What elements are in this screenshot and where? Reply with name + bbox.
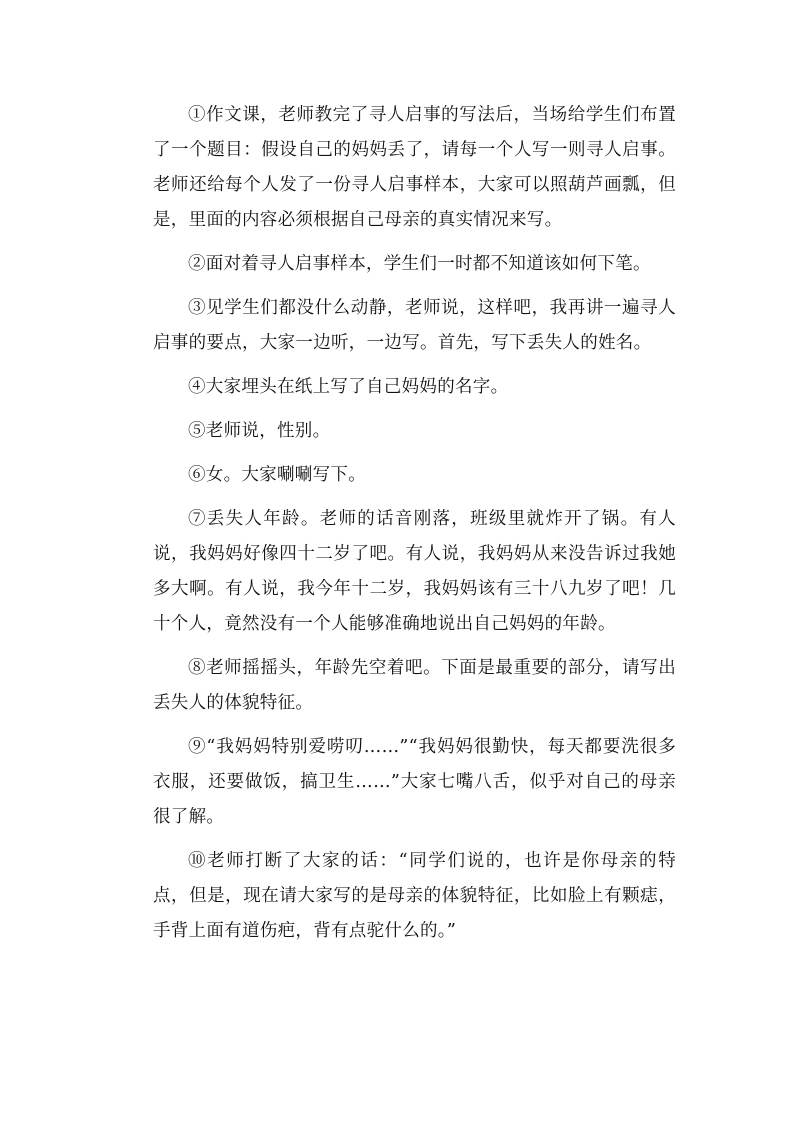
paragraph-4: ④大家埋头在纸上写了自己妈妈的名字。 xyxy=(188,377,509,397)
paragraph-1: ①作文课，老师教完了寻人启事的写法后，当场给学生们布置了一个题目：假设自己的妈妈丢了，请每一个人写一则寻人启事。老师还给每个人发了一份寻人启事样本，大家可以照葫芦画瓢，但是，里面的内容必须根据自己母亲的真实情况来写。 xyxy=(153,105,676,230)
paragraph-7: ⑦丢失人年龄。老师的话音刚落，班级里就炸开了锅。有人说，我妈妈好像四十二岁了吧。有人说，我妈妈从来没告诉过我她多大啊。有人说，我今年十二岁，我妈妈该有三十八九岁了吧！几十个人，竟然没有一个人能够准确地说出自己妈妈的年龄。 xyxy=(153,509,676,634)
paragraph-8: ⑧老师摇摇头，年龄先空着吧。下面是最重要的部分，请写出丢失人的体貌特征。 xyxy=(153,658,676,713)
paragraph-2: ②面对着寻人启事样本，学生们一时都不知道该如何下笔。 xyxy=(188,254,651,274)
article-body xyxy=(153,98,676,958)
paragraph-6: ⑥女。大家唰唰写下。 xyxy=(188,465,366,485)
paragraph-9: ⑨“我妈妈特别爱唠叨……”“我妈妈很勤快，每天都要洗很多衣服，还要做饭，搞卫生……”大家七嘴八舌，似乎对自己的母亲很了解。 xyxy=(153,737,676,827)
paragraph-3: ③见学生们都没什么动静，老师说，这样吧，我再讲一遍寻人启事的要点，大家一边听，一边写。首先，写下丢失人的姓名。 xyxy=(153,298,676,353)
paragraph-5: ⑤老师说，性别。 xyxy=(188,421,331,441)
paragraph-10: ⑩老师打断了大家的话：“同学们说的，也许是你母亲的特点，但是，现在请大家写的是母亲的体貌特征，比如脸上有颗痣，手背上面有道伤疤，背有点驼什么的。” xyxy=(153,851,676,941)
